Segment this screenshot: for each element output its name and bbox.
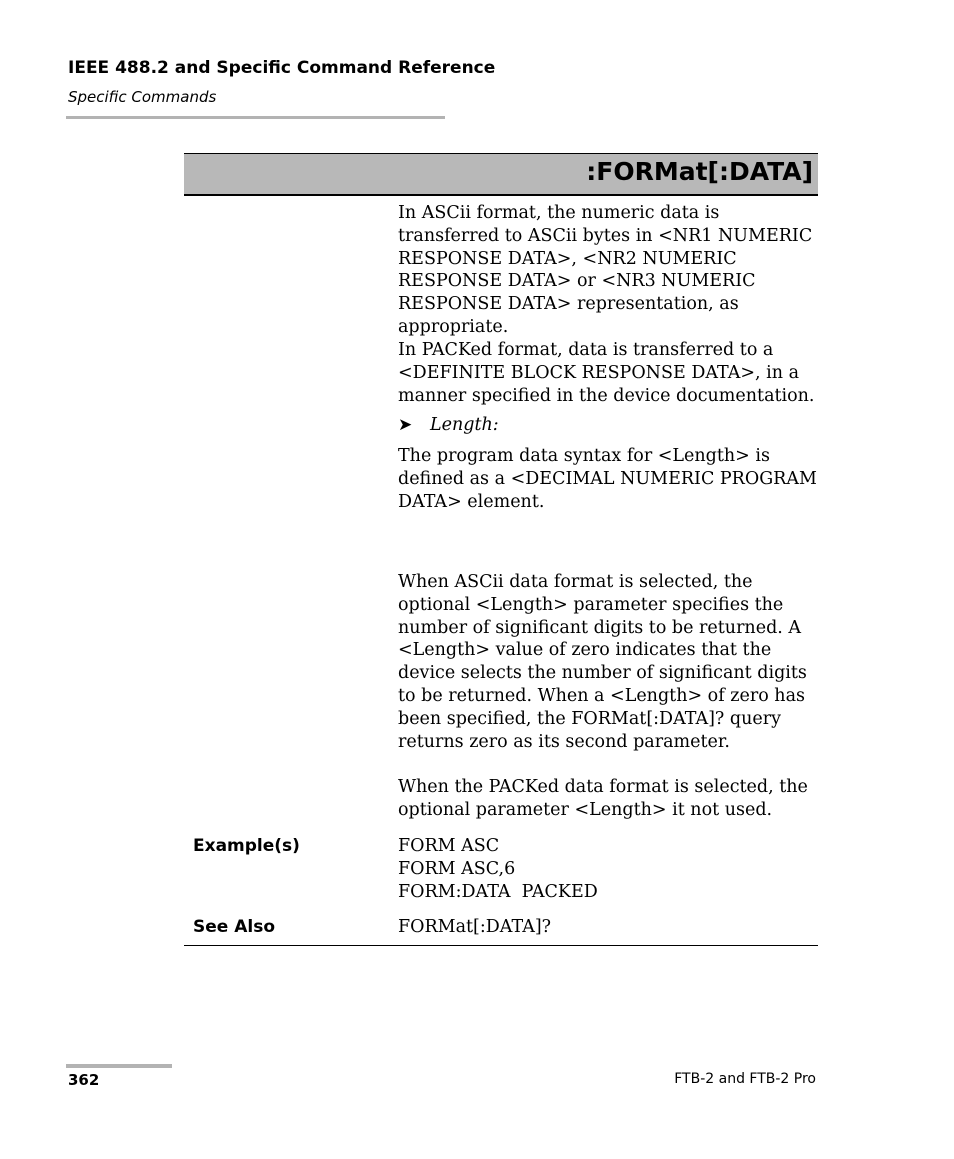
paragraph-text: When ASCii data format is selected, the optional <Length> parameter specifies the number of significant digits to be returned. A <Length> value of zero indicates that the device selects the number of significant digits to be returned. When a <Length> of zero has been specified, the FORMat[:DATA]? query returns zero as its second parameter. <box>398 572 807 752</box>
paragraph-text: In PACKed format, data is transferred to a <DEFINITE BLOCK RESPONSE DATA>, in a manner specified in the device documentation. <box>398 340 815 406</box>
page-header-subtitle: Specific Commands <box>68 88 217 106</box>
command-title: :FORMat[:DATA] <box>586 157 813 186</box>
see-also-value: FORMat[:DATA]? <box>398 917 552 937</box>
paragraph-packed-format <box>398 339 818 407</box>
examples-block <box>398 835 818 903</box>
command-title-bar <box>184 153 818 196</box>
bullet-length <box>398 414 499 437</box>
page-header-title: IEEE 488.2 and Specific Command Reference <box>68 58 496 78</box>
paragraph-packed-length <box>398 776 818 822</box>
examples-label: Example(s) <box>193 836 300 856</box>
bullet-label: Length: <box>430 415 499 435</box>
product-name: FTB-2 and FTB-2 Pro <box>674 1071 816 1087</box>
paragraph-text: In ASCii format, the numeric data is transferred to ASCii bytes in <NR1 NUMERIC RESPONSE DATA>, <NR2 NUMERIC RESPONSE DATA> or <NR3 NUMERIC RESPONSE DATA> representation, as appropriate. <box>398 203 813 337</box>
footer-divider <box>66 1064 172 1068</box>
see-also-label: See Also <box>193 917 276 937</box>
header-divider <box>66 116 445 119</box>
example-line: FORM ASC,6 <box>398 858 516 879</box>
paragraph-ascii-length <box>398 571 818 753</box>
paragraph-text: The program data syntax for <Length> is defined as a <DECIMAL NUMERIC PROGRAM DATA> element. <box>398 446 817 512</box>
page-number: 362 <box>68 1071 100 1089</box>
paragraph-length-syntax <box>398 445 818 513</box>
section-end-rule <box>184 945 818 946</box>
paragraph-ascii-format <box>398 202 818 339</box>
example-line: FORM ASC <box>398 836 500 856</box>
arrow-bullet-icon: ➤ <box>398 415 413 435</box>
paragraph-text: When the PACKed data format is selected, the optional parameter <Length> it not used. <box>398 777 808 820</box>
example-line: FORM:DATA PACKED <box>398 881 598 902</box>
